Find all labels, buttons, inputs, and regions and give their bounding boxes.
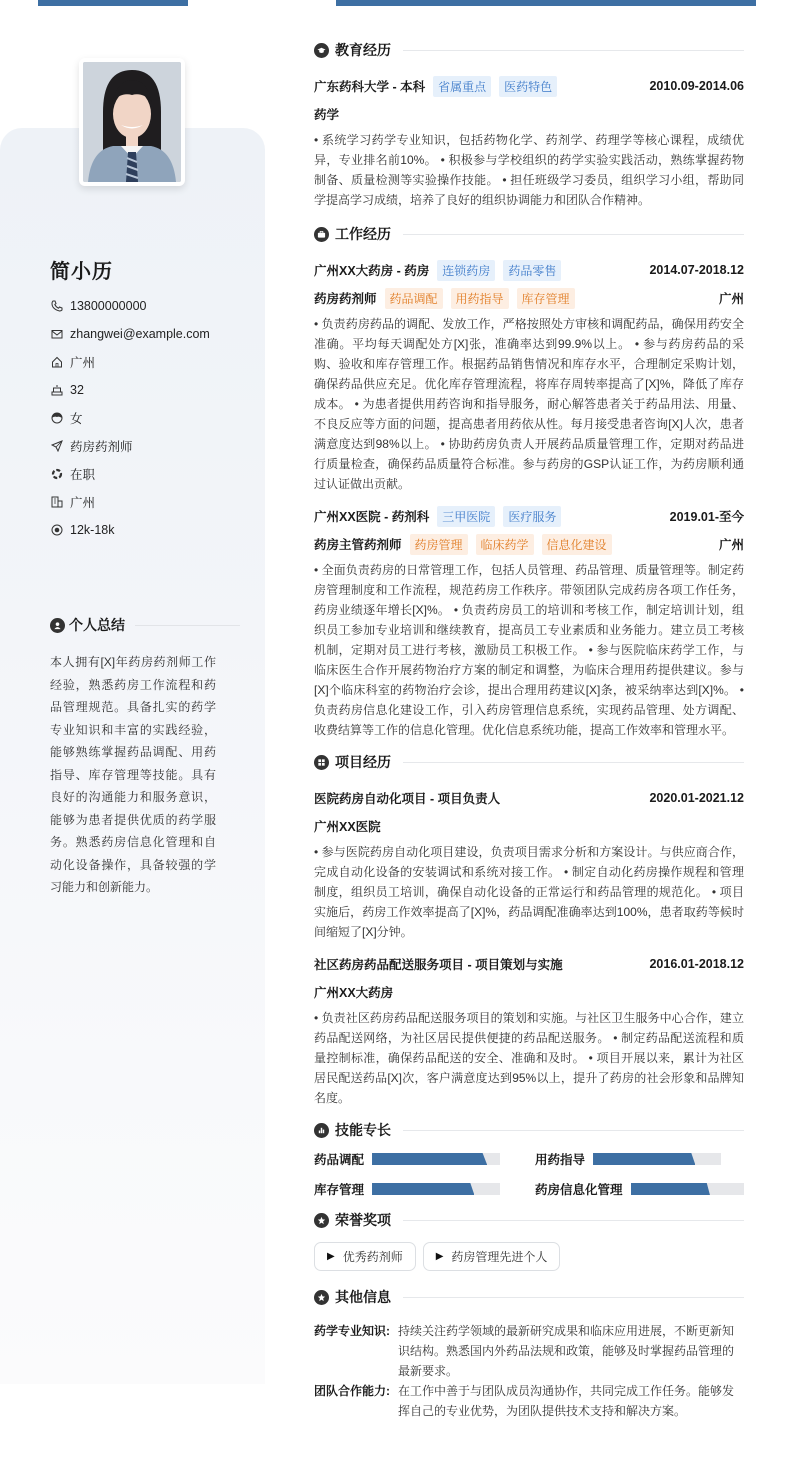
project-name: 医院药房自动化项目 - 项目负责人 [314,792,501,806]
role-tag: 药品调配 [385,288,443,309]
skills-title: 技能专长 [335,1122,391,1138]
age-value: 32 [70,383,84,397]
skill-bar-fill [593,1153,695,1165]
summary-heading [50,615,250,635]
info-target-city [50,488,210,516]
project-date: 2020.01-2021.12 [649,791,744,805]
main-content [314,36,744,1421]
work-location: 广州 [718,538,744,552]
project-header-row [314,784,744,812]
school-name: 广东药科大学 - 本科 [314,80,426,94]
school-tag: 省属重点 [433,76,491,97]
role-tag: 用药指导 [451,288,509,309]
project-header-row [314,950,744,978]
divider [403,762,744,763]
skill-item [535,1180,744,1198]
education-description: • 系统学习药学专业知识，包括药物化学、药剂学、药理学等核心课程，成绩优异，专业排名前10%。 • 积极参与学校组织的药学实验实践活动，熟练掌握药物制备、质量检测等实验操作技能。 • 担任班级学习委员，组织学习小组，帮助同学提高学习成绩，培养了良好的组织协调能力和团队合作精神。 [314,133,744,207]
other-item [314,1381,744,1421]
project-org-row [314,812,744,840]
work-item [314,502,744,740]
skill-bar [372,1183,500,1195]
gender-icon [50,412,63,425]
age-icon [50,384,63,397]
summary-text: 本人拥有[X]年药房药剂师工作经验，熟悉药房工作流程和药品管理规范。具备扎实的药学专业知识和丰富的实践经验，能够熟练掌握药品调配、用药指导、库存管理等技能。具有良好的沟通能力和服务意识，能够为患者提供优质的药学服务。熟悉药房信息化管理和自动化设备操作，具备较强的学习能力和创新能力。 [50,655,216,894]
bar-chart-icon [314,1123,329,1138]
work-location: 广州 [718,292,744,306]
skill-item [314,1180,535,1198]
skill-bar-fill [372,1183,474,1195]
user-icon [50,618,65,633]
target-position-value: 药房药剂师 [70,440,133,454]
email-value: zhangwei@example.com [70,327,210,341]
project-item [314,784,744,942]
avatar [83,62,181,182]
skill-bar [372,1153,500,1165]
target-city-value: 广州 [70,496,96,510]
work-date: 2014.07-2018.12 [649,263,744,277]
home-icon [50,356,63,369]
honors-heading [314,1206,744,1234]
contact-info-list [50,292,210,544]
other-list [314,1321,744,1421]
send-icon [50,440,63,453]
top-accent-bar-left [38,0,188,6]
education-title: 教育经历 [335,42,391,58]
skill-bar [593,1153,721,1165]
role-tag: 信息化建设 [542,534,612,555]
skill-label: 药房信息化管理 [535,1183,623,1197]
top-accent-bar-right [336,0,756,6]
role-row [314,530,744,558]
info-gender [50,404,210,432]
divider [135,625,240,626]
project-date: 2016.01-2018.12 [649,957,744,971]
salary-icon [50,524,63,537]
project-description: • 负责社区药房药品配送服务项目的策划和实施。与社区卫生服务中心合作，建立药品配送网络，为社区居民提供便捷的药品配送服务。 • 制定药品配送流程和质量控制标准，确保药品配送的安全、准确和及时。 • 项目开展以来，累计为社区居民配送药品[X]次，客户满意度达到95%以上，提升了药房的社会形象和品牌知名度。 [314,1011,744,1105]
company-tag: 药品零售 [503,260,561,281]
status-value: 在职 [70,468,96,482]
info-target-position [50,432,210,460]
company-tag: 医疗服务 [503,506,561,527]
mail-icon [50,328,63,341]
job-role: 药房主管药剂师 [314,538,402,552]
job-role: 药房药剂师 [314,292,377,306]
honors-list [314,1242,744,1271]
info-salary [50,516,210,544]
phone-icon [50,300,63,313]
company-tag: 三甲医院 [437,506,495,527]
divider [403,234,744,235]
divider [403,1130,744,1131]
skill-bar [631,1183,744,1195]
other-label: 团队合作能力: [314,1384,390,1398]
company-name: 广州XX医院 - 药剂科 [314,510,430,524]
skill-item [314,1150,535,1168]
honor-label: 药房管理先进个人 [451,1250,548,1264]
briefcase-icon [314,227,329,242]
skill-item [535,1150,744,1168]
avatar-frame [79,58,185,186]
divider [403,50,744,51]
candidate-name: 简小历 [50,261,113,283]
salary-value: 12k-18k [70,523,115,537]
work-header-row [314,256,744,284]
info-email [50,320,210,348]
major-row [314,100,744,128]
gender-value: 女 [70,412,83,426]
work-header-row [314,502,744,530]
play-triangle-icon: ▶ [327,1251,335,1262]
major: 药学 [314,108,340,122]
award-icon [314,1213,329,1228]
skill-bar-fill [631,1183,710,1195]
project-org: 广州XX医院 [314,820,381,834]
work-description: • 负责药房药品的调配、发放工作，严格按照处方审核和调配药品，确保用药安全准确。平均每天调配处方[X]张，准确率达到99.9%以上。 • 参与药房药品的采购、验收和库存管理工作。根据药品销售情况和库存水平，合理制定采购计划，确保药品供应充足。优化库存管理流程，将库存周转率提高了[X]%，降低了库存成本。 • 为患者提供用药咨询和指导服务，耐心解答患者关于药品用法、用量、不良反应等方面的问题，提高患者用药依从性。每月接受患者咨询[X]人次，患者满意度达到98%以上。 • 协助药房负责人开展药品质量管理工作，定期对药品进行质量检查，确保药品质量符合标准。参与药房的GSP认证工作，为药房顺利通过认证做出贡献。 [314,317,744,491]
education-heading [314,36,744,64]
work-date: 2019.01-至今 [669,510,744,524]
summary-title: 个人总结 [69,617,125,633]
skill-label: 用药指导 [535,1153,586,1167]
other-text: 持续关注药学领域的最新研究成果和临床应用进展，不断更新知识结构。熟悉国内外药品法规和政策，能够及时掌握药品管理的最新要求。 [398,1324,735,1378]
role-tag: 临床药学 [476,534,534,555]
graduation-cap-icon [314,43,329,58]
play-triangle-icon: ▶ [435,1251,444,1262]
honors-title: 荣誉奖项 [335,1212,391,1228]
other-item [314,1321,744,1381]
company-tag: 连锁药房 [437,260,495,281]
skills-heading [314,1116,744,1144]
info-location [50,348,210,376]
projects-title: 项目经历 [335,754,391,770]
project-name: 社区药房药品配送服务项目 - 项目策划与实施 [314,958,563,972]
divider [403,1220,744,1221]
education-item [314,72,744,210]
project-org: 广州XX大药房 [314,986,394,1000]
other-title: 其他信息 [335,1289,391,1305]
role-row [314,284,744,312]
school-tag: 医药特色 [499,76,557,97]
work-heading [314,220,744,248]
skill-label: 库存管理 [314,1183,365,1197]
work-item [314,256,744,494]
project-item [314,950,744,1108]
other-heading [314,1283,744,1311]
skill-label: 药品调配 [314,1153,365,1167]
honor-badge [314,1242,416,1271]
location-value: 广州 [70,356,96,370]
other-text: 在工作中善于与团队成员沟通协作，共同完成工作任务。能够发挥自己的专业优势，为团队提供技术支持和解决方案。 [398,1384,735,1418]
info-age [50,376,210,404]
work-description: • 全面负责药房的日常管理工作，包括人员管理、药品管理、质量管理等。制定药房管理制度和工作流程，规范药房工作秩序。带领团队完成药房各项工作任务，药房业绩逐年增长[X]%。 • 负责药房员工的培训和考核工作，制定培训计划，组织员工参加专业培训和继续教育，提高员工专业素质和业务能力。建立员工考核机制，定期对员工进行考核，激励员工积极工作。 • 参与医院临床药学工作，与临床医生合作开展药物治疗方案的制定和调整，为临床合理用药提供建议。参与[X]个临床科室的药物治疗会诊，提出合理用药建议[X]条，被采纳率达到[X]%。 • 负责药房信息化建设工作，引入药房管理信息系统，实现药品管理、处方调配、收费结算等工作的信息化管理。优化信息系统功能，提高工作效率和管理水平。 [314,563,744,737]
education-header-row [314,72,744,100]
company-name: 广州XX大药房 - 药房 [314,264,430,278]
role-tag: 药房管理 [410,534,468,555]
skills-grid [314,1150,744,1198]
honor-label: 优秀药剂师 [342,1250,403,1264]
skill-bar-fill [372,1153,487,1165]
status-icon [50,468,63,481]
project-description: • 参与医院药房自动化项目建设，负责项目需求分析和方案设计。与供应商合作，完成自动化设备的安装调试和系统对接工作。 • 制定自动化药房操作规程和管理制度，组织员工培训，确保自动化设备的正常运行和药品管理的规范化。 • 项目实施后，药房工作效率提高了[X]%，药品调配准确率达到100%，患者取药等候时间缩短了[X]分钟。 [314,845,744,939]
info-phone [50,292,210,320]
award-icon [314,1290,329,1305]
role-tag: 库存管理 [517,288,575,309]
info-status [50,460,210,488]
work-title: 工作经历 [335,226,391,242]
education-date: 2010.09-2014.06 [649,79,744,93]
building-icon [50,496,63,509]
grid-icon [314,755,329,770]
projects-heading [314,748,744,776]
other-label: 药学专业知识: [314,1324,390,1338]
divider [403,1297,744,1298]
project-org-row [314,978,744,1006]
honor-badge [423,1242,561,1271]
phone-value: 13800000000 [70,299,147,313]
